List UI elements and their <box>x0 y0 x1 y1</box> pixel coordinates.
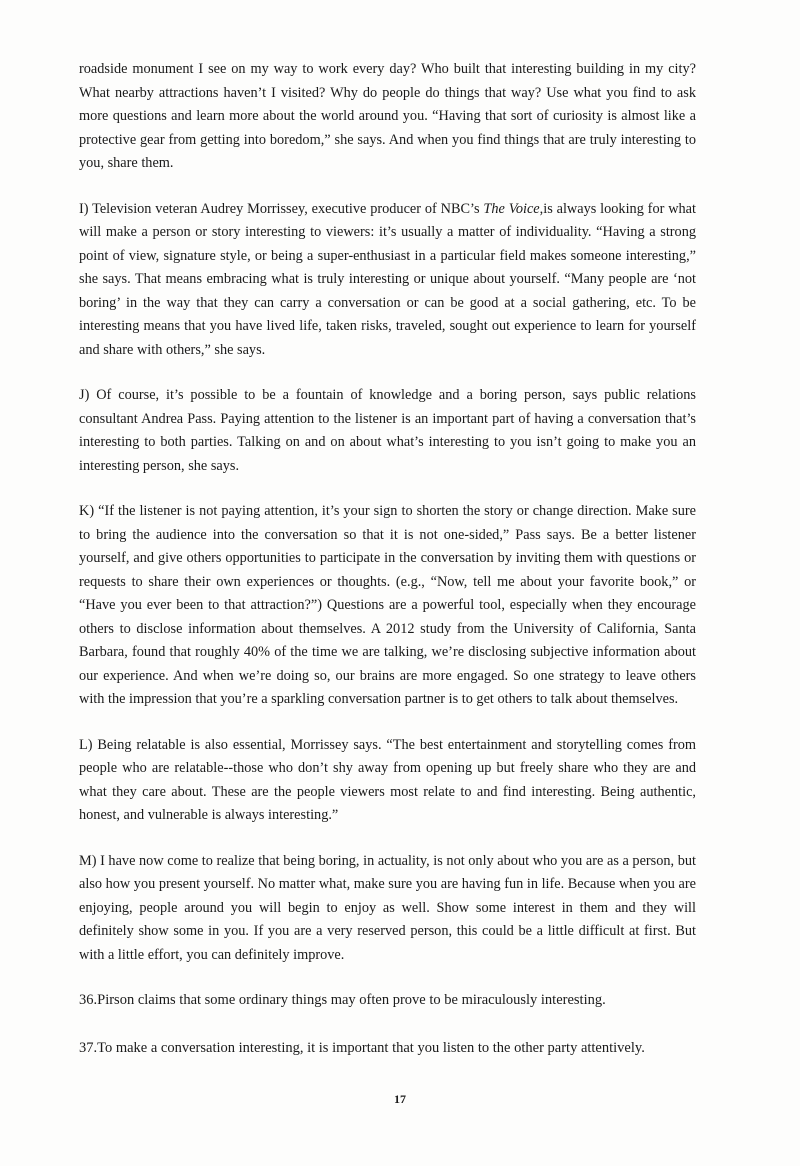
paragraph-j: J) Of course, it’s possible to be a fountain of knowledge and a boring person, says public relations consultant Andrea Pass. Paying attention to the listener is an important part of having a conversation that’s interesting to both parties. Talking on and on about what’s interesting to you isn’t going to make you an interesting person, she says. <box>79 387 696 474</box>
page-number: 17 <box>394 1092 406 1106</box>
question-36: 36.Pirson claims that some ordinary things may often prove to be miraculously interesting. <box>79 992 606 1008</box>
paragraph-m: M) I have now come to realize that being boring, in actuality, is not only about who you are as a person, but also how you present yourself. No matter what, make sure you are having fun in life. Because when you are enjoying, people around you will begin to enjoy as well. Show some interest in them and they will definitely show some in you. If you are a very reserved person, this could be a little difficult at first. But with a little effort, you can definitely improve. <box>79 852 696 963</box>
question-37: 37.To make a conversation interesting, it is important that you listen to the other party attentively. <box>79 1039 645 1056</box>
paragraph-k: K) “If the listener is not paying attention, it’s your sign to shorten the story or change direction. Make sure to bring the audience into the conversation so that it is not one-sided,” Pass says. Be a better listener yourself, and give others opportunities to participate in the conversation by inviting them with questions or requests to share their own experiences or thoughts. (e.g., “Now, tell me about your favorite book,” or “Have you ever been to that attraction?”) Questions are a powerful tool, especially when they encourage others to disclose information about themselves. A 2012 study from the University of California, Santa Barbara, found that roughly 40% of the time we are talking, we’re disclosing subjective information about our experience. And when we’re doing so, our brains are more engaged. So one strategy to leave others with the impression that you’re a sparkling conversation partner is to get others to talk about themselves. <box>79 503 696 707</box>
paragraph-i: I) Television veteran Audrey Morrissey, executive producer of NBC’s The Voice,is always looking for what will make a person or story interesting to viewers: it’s usually a matter of individuality. “Having a strong point of view, signature style, or being a super-enthusiast in a particular field makes someone interesting,” she says. That means embracing what is truly interesting or unique about yourself. “Many people are ‘not boring’ in the way that they can carry a conversation or can be good at a social gathering, etc. To be interesting means that you have lived life, taken risks, traveled, sought out experience to learn for yourself and share with others,” she says. <box>79 200 696 358</box>
page-content <box>79 58 696 1084</box>
paragraph-h-continued: roadside monument I see on my way to work every day? Who built that interesting building in my city? What nearby attractions haven’t I visited? Why do people do things that way? Use what you find to ask more questions and learn more about the world around you. “Having that sort of curiosity is almost like a protective gear from getting into boredom,” she says. And when you find things that are truly interesting to you, share them. <box>79 61 696 171</box>
show-title: The Voice <box>483 200 540 217</box>
paragraph-l: L) Being relatable is also essential, Morrissey says. “The best entertainment and storytelling comes from people who are relatable--those who don’t shy away from opening up but freely share who they are and what they care about. These are the people viewers most relate to and find interesting. Being authentic, honest, and vulnerable is always interesting.” <box>79 736 696 823</box>
